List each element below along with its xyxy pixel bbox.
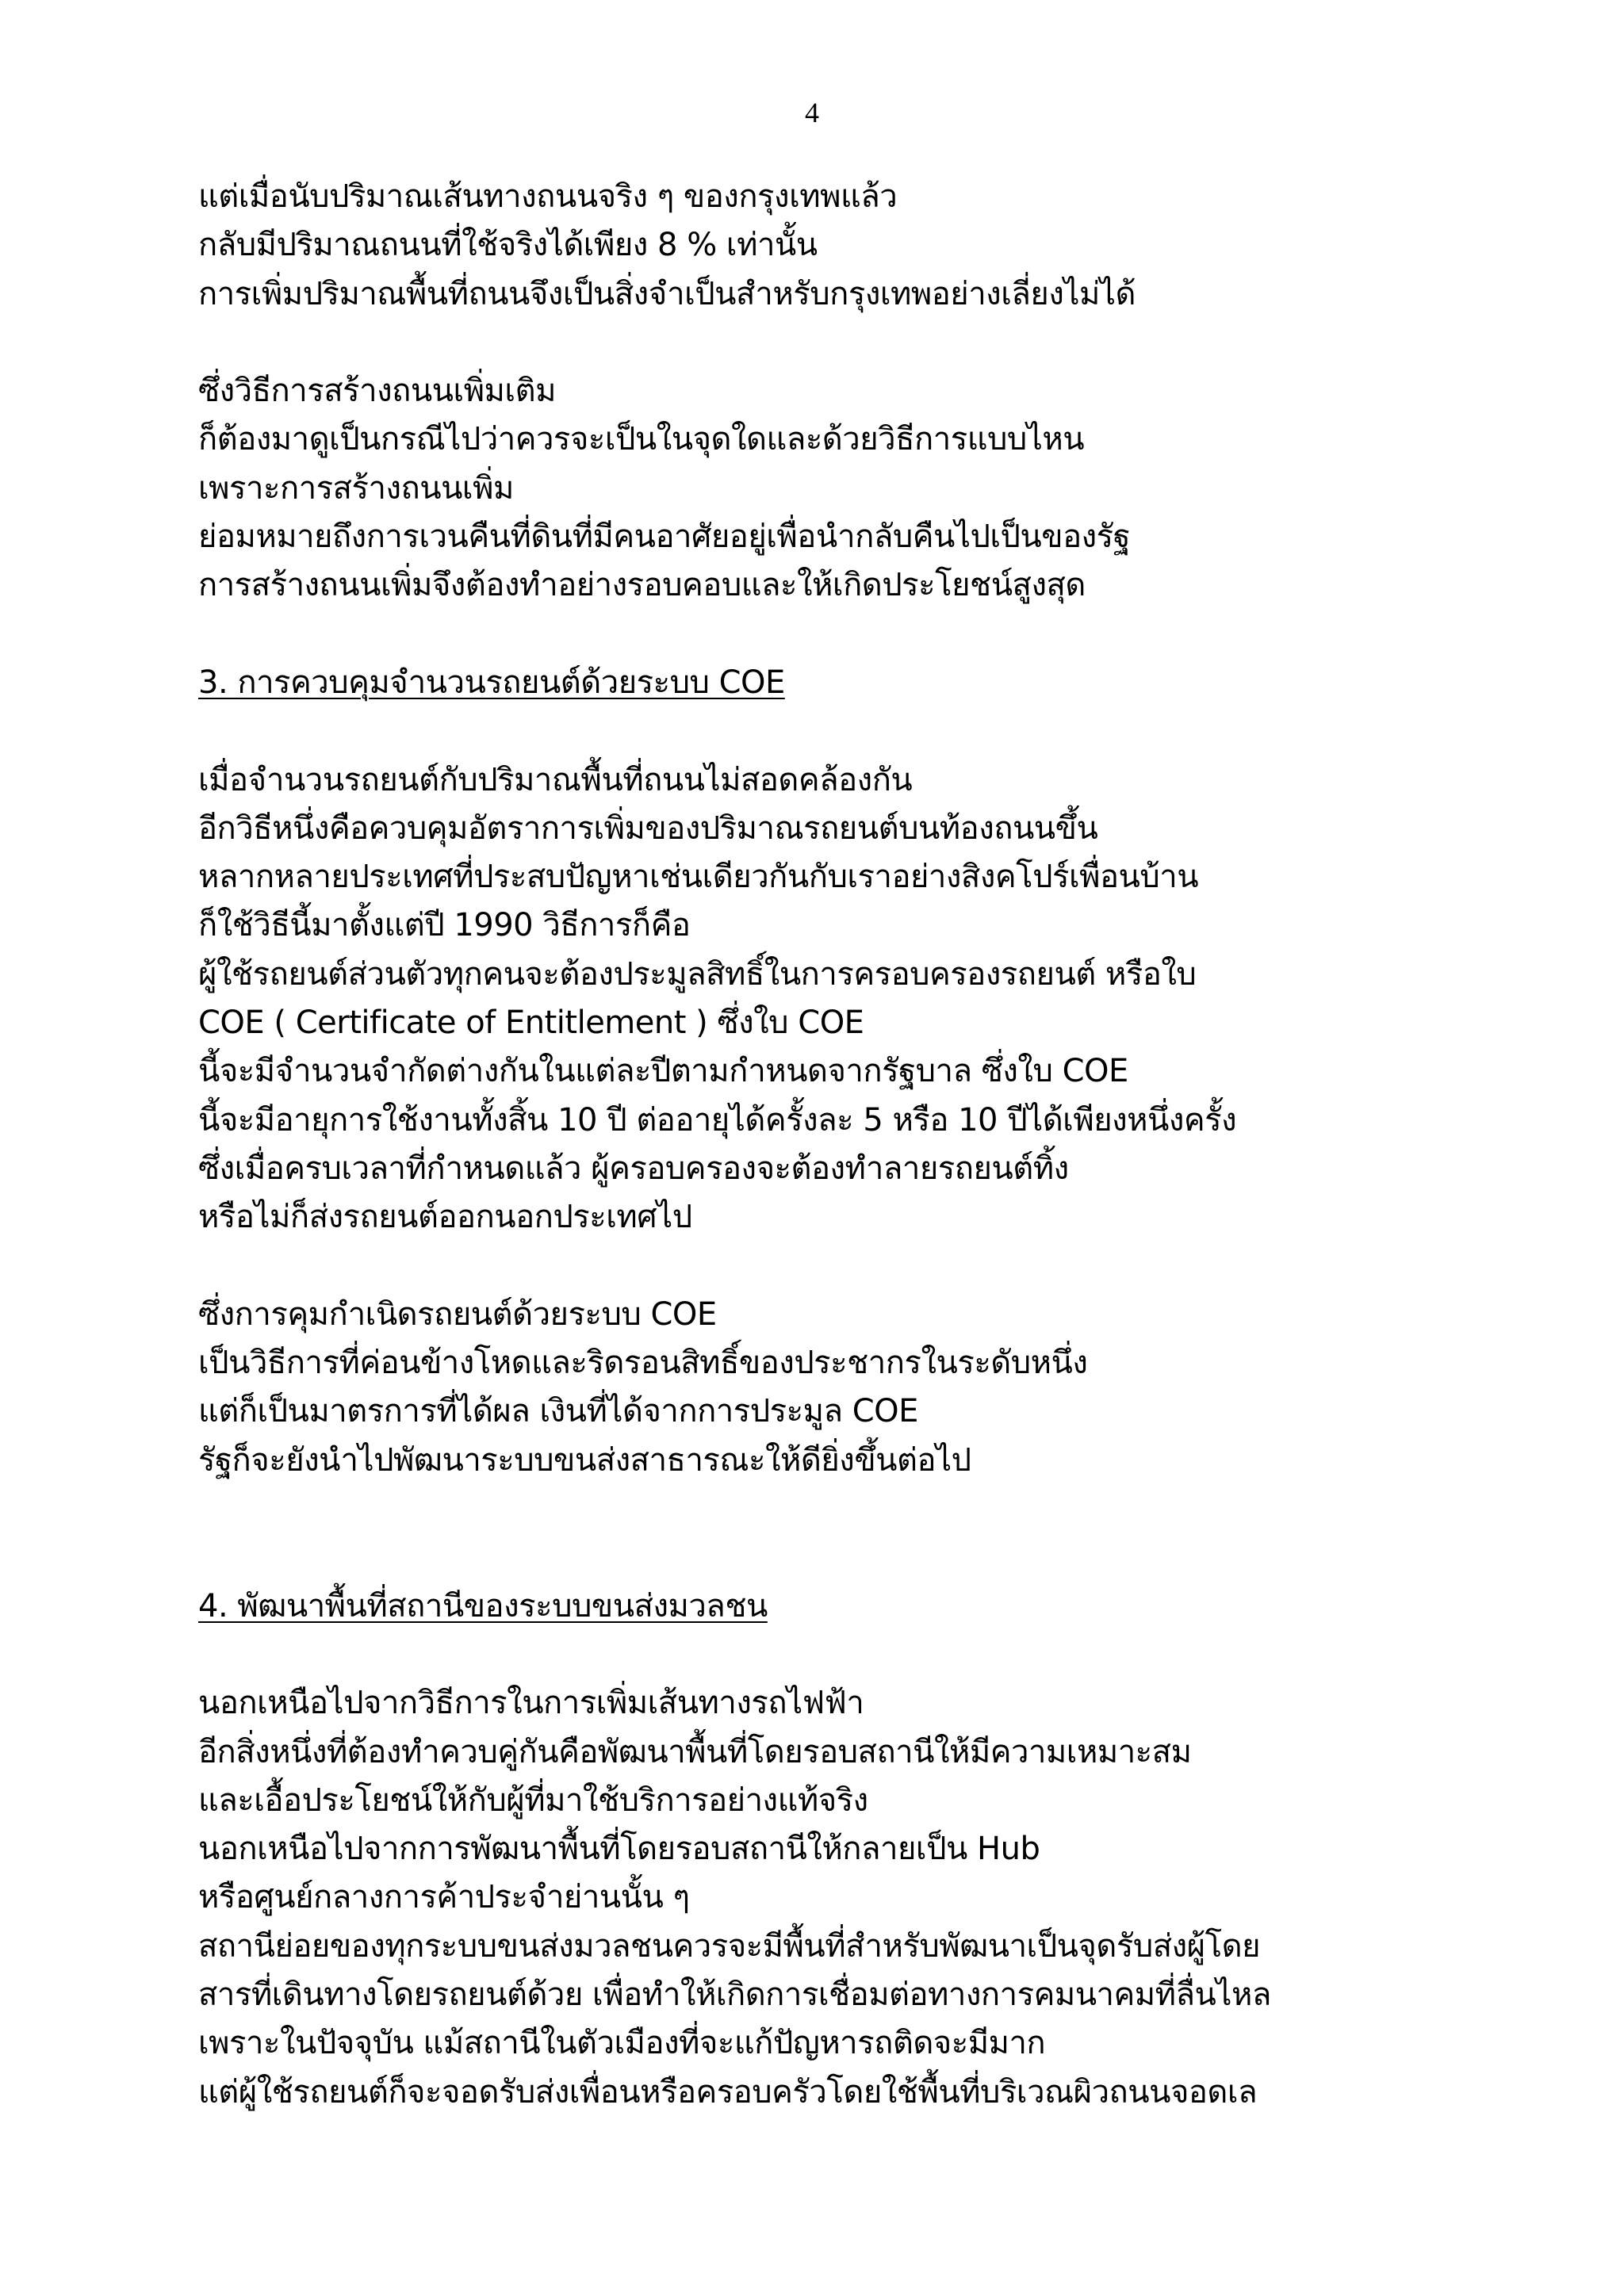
text-line: นอกเหนือไปจากวิธีการในการเพิ่มเส้นทางรถไฟฟ้า xyxy=(198,1685,864,1722)
page-number: 4 xyxy=(805,97,819,128)
paragraph-gap xyxy=(198,1533,1499,1582)
text-line: เมื่อจำนวนรถยนต์กับปริมาณพื้นที่ถนนไม่สอดคล้องกัน xyxy=(198,761,913,798)
text-line: ซึ่งเมื่อครบเวลาที่กำหนดแล้ว ผู้ครอบครองจะต้องทำลายรถยนต์ทิ้ง xyxy=(198,1150,1069,1187)
paragraph-gap xyxy=(198,610,1499,659)
text-line: หรือไม่ก็ส่งรถยนต์ออกนอกประเทศไป xyxy=(198,1199,692,1236)
text-line: COE ( Certificate of Entitlement ) ซึ่งใบ COE xyxy=(198,1004,864,1042)
text-line: อีกวิธีหนึ่งคือควบคุมอัตราการเพิ่มของปริมาณรถยนต์บนท้องถนนขึ้น xyxy=(198,809,1098,847)
text-line: เป็นวิธีการที่ค่อนข้างโหดและริดรอนสิทธิ์ของประชากรในระดับหนึ่ง xyxy=(198,1345,1088,1382)
heading-line xyxy=(198,1582,1499,1631)
text-line: แต่เมื่อนับปริมาณเส้นทางถนนจริง ๆ ของกรุงเทพแล้ว xyxy=(198,178,898,215)
text-line: ก็ใช้วิธีนี้มาตั้งแต่ปี 1990 วิธีการก็คือ xyxy=(198,907,691,944)
text-line: ซึ่งวิธีการสร้างถนนเพิ่มเติม xyxy=(198,373,556,410)
text-line: ย่อมหมายถึงการเวนคืนที่ดินที่มีคนอาศัยอยู่เพื่อนำกลับคืนไปเป็นของรัฐ xyxy=(198,519,1131,556)
text-line: เพราะการสร้างถนนเพิ่ม xyxy=(198,469,514,507)
text-line: นี้จะมีอายุการใช้งานทั้งสิ้น 10 ปี ต่ออายุได้ครั้งละ 5 หรือ 10 ปีได้เพียงหนึ่งครั้ง xyxy=(198,1101,1237,1138)
text-line: สถานีย่อยของทุกระบบขนส่งมวลชนควรจะมีพื้นที่สำหรับพัฒนาเป็นจุดรับส่งผู้โดย xyxy=(198,1927,1261,1965)
text-line: หลากหลายประเทศที่ประสบปัญหาเช่นเดียวกันกับเราอย่างสิงคโปร์เพื่อนบ้าน xyxy=(198,859,1199,896)
paragraph-gap xyxy=(198,1242,1499,1291)
heading-line xyxy=(198,659,1499,707)
text-line: ซึ่งการคุมกำเนิดรถยนต์ด้วยระบบ COE xyxy=(198,1295,717,1333)
text-line: แต่ผู้ใช้รถยนต์ก็จะจอดรับส่งเพื่อนหรือครอบครัวโดยใช้พื้นที่บริเวณผิวถนนจอดเล xyxy=(198,2073,1258,2110)
paragraph-gap xyxy=(198,707,1499,756)
text-line: กลับมีปริมาณถนนที่ใช้จริงได้เพียง 8 % เท่านั้น xyxy=(198,227,818,264)
paragraph-gap xyxy=(198,1485,1499,1533)
text-line: และเอื้อประโยชน์ให้กับผู้ที่มาใช้บริการอย่างแท้จริง xyxy=(198,1781,868,1819)
document-body xyxy=(198,173,1499,2117)
text-line: สารที่เดินทางโดยรถยนต์ด้วย เพื่อทำให้เกิดการเชื่อมต่อทางการคมนาคมที่ลื่นไหล xyxy=(198,1976,1271,2013)
text-line: ก็ต้องมาดูเป็นกรณีไปว่าควรจะเป็นในจุดใดและด้วยวิธีการแบบไหน xyxy=(198,421,1085,458)
paragraph-gap xyxy=(198,319,1499,367)
text-line: นอกเหนือไปจากการพัฒนาพื้นที่โดยรอบสถานีให้กลายเป็น Hub xyxy=(198,1831,1040,1868)
paragraph-gap xyxy=(198,1631,1499,1679)
text-line: ผู้ใช้รถยนต์ส่วนตัวทุกคนจะต้องประมูลสิทธิ์ในการครอบครองรถยนต์ หรือใบ xyxy=(198,955,1197,993)
text-line: การสร้างถนนเพิ่มจึงต้องทำอย่างรอบคอบและให้เกิดประโยชน์สูงสุด xyxy=(198,567,1086,604)
text-line: การเพิ่มปริมาณพื้นที่ถนนจึงเป็นสิ่งจำเป็นสำหรับกรุงเทพอย่างเลี่ยงไม่ได้ xyxy=(198,275,1136,312)
section-heading: 4. พัฒนาพื้นที่สถานีของระบบขนส่งมวลชน xyxy=(198,1587,768,1624)
section-heading: 3. การควบคุมจำนวนรถยนต์ด้วยระบบ COE xyxy=(198,664,785,701)
text-line: รัฐก็จะยังนำไปพัฒนาระบบขนส่งสาธารณะให้ดียิ่งขึ้นต่อไป xyxy=(198,1441,971,1479)
text-line: แต่ก็เป็นมาตรการที่ได้ผล เงินที่ได้จากการประมูล COE xyxy=(198,1393,918,1430)
text-line: เพราะในปัจจุบัน แม้สถานีในตัวเมืองที่จะแก้ปัญหารถติดจะมีมาก xyxy=(198,2025,1046,2062)
text-line: อีกสิ่งหนึ่งที่ต้องทำควบคู่กันคือพัฒนาพื้นที่โดยรอบสถานีให้มีความเหมาะสม xyxy=(198,1733,1192,1770)
text-line: หรือศูนย์กลางการค้าประจำย่านนั้น ๆ xyxy=(198,1879,690,1916)
text-line: นี้จะมีจำนวนจำกัดต่างกันในแต่ละปีตามกำหนดจากรัฐบาล ซึ่งใบ COE xyxy=(198,1053,1128,1090)
